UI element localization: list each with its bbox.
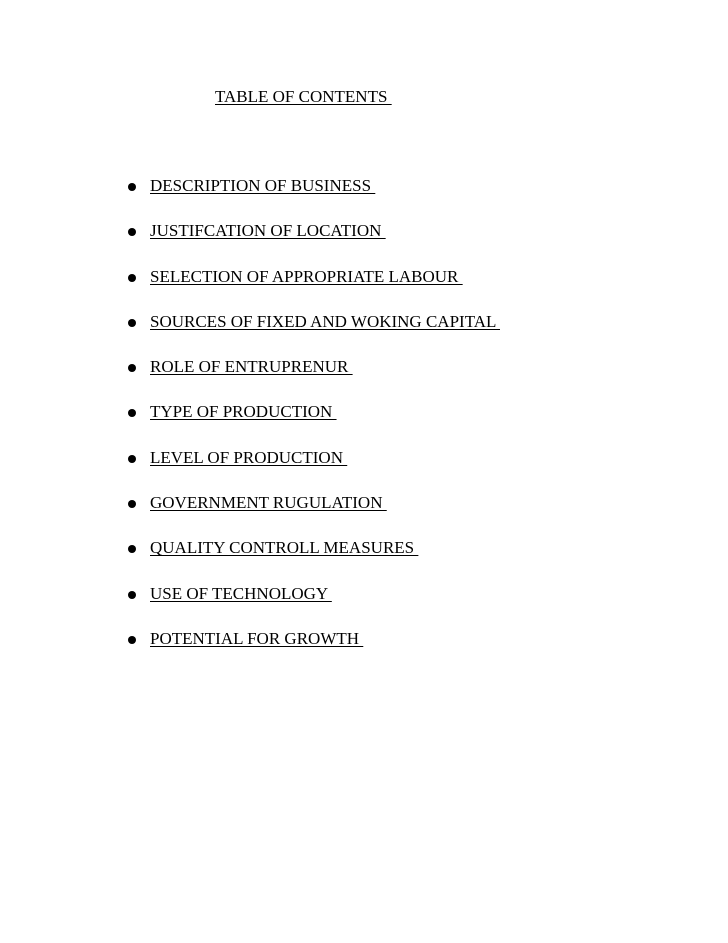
toc-item-label: SELECTION OF APPROPRIATE LABOUR xyxy=(150,266,463,286)
toc-item-label: POTENTIAL FOR GROWTH xyxy=(150,628,364,648)
toc-item-label: GOVERNMENT RUGULATION xyxy=(150,493,387,513)
page-title: TABLE OF CONTENTS xyxy=(215,87,392,106)
toc-item-label: SOURCES OF FIXED AND WOKING CAPITAL xyxy=(150,311,500,331)
toc-item-label: ROLE OF ENTRUPRENUR xyxy=(150,357,353,377)
bullet-icon xyxy=(128,409,136,417)
bullet-icon xyxy=(128,545,136,553)
toc-item-label: LEVEL OF PRODUCTION xyxy=(150,447,348,467)
bullet-icon xyxy=(128,364,136,372)
toc-item-label: QUALITY CONTROLL MEASURES xyxy=(150,538,419,558)
toc-item-label: JUSTIFCATION OF LOCATION xyxy=(150,221,386,241)
toc-item-label: USE OF TECHNOLOGY xyxy=(150,583,332,603)
bullet-icon xyxy=(128,183,136,191)
bullet-icon xyxy=(128,319,136,327)
bullet-icon xyxy=(128,455,136,463)
toc-item-label: DESCRIPTION OF BUSINESS xyxy=(150,176,376,195)
bullet-icon xyxy=(128,500,136,508)
bullet-icon xyxy=(128,591,136,599)
bullet-icon xyxy=(128,274,136,282)
bullet-icon xyxy=(128,636,136,644)
bullet-icon xyxy=(128,228,136,236)
toc-item-label: TYPE OF PRODUCTION xyxy=(150,402,337,422)
